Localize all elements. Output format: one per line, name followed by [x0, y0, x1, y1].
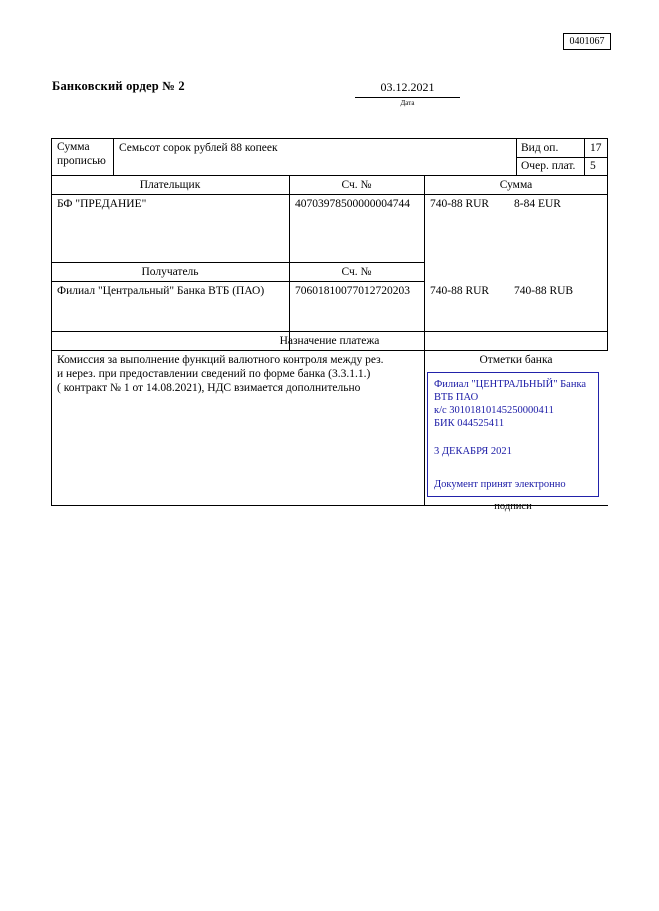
table-line-optype-left — [516, 138, 517, 175]
payment-priority-label: Очер. плат. — [521, 160, 576, 172]
bank-marks-label: Отметки банка — [479, 354, 553, 366]
table-line-right — [607, 138, 608, 350]
payer-amount-eur: 8-84 EUR — [514, 198, 561, 210]
payment-priority-value: 5 — [590, 160, 596, 172]
table-line-payee-block-bottom — [51, 331, 608, 332]
stamp-date: 3 ДЕКАБРЯ 2021 — [434, 446, 512, 457]
payee-account-column-label: Сч. № — [341, 266, 372, 278]
payee-account-number: 70601810077012720203 — [295, 285, 410, 297]
payee-amount-rub: 740-88 RUB — [514, 285, 574, 297]
purpose-line-3: ( контракт № 1 от 14.08.2021), НДС взимается дополнительно — [57, 382, 361, 394]
bank-stamp — [427, 372, 599, 497]
table-line-payee-header-bottom — [51, 281, 424, 282]
stamp-line-1: Филиал "ЦЕНТРАЛЬНЫЙ" Банка — [434, 379, 587, 390]
page-title: Банковский ордер № 2 — [52, 79, 185, 93]
purpose-line-1: Комиссия за выполнение функций валютного контроля между рез. — [57, 354, 384, 366]
amount-column-label: Сумма — [499, 179, 533, 191]
form-code-box: 0401067 — [563, 33, 611, 50]
amount-in-words-label-line2: прописью — [57, 155, 106, 167]
table-line-optype-value — [584, 138, 585, 175]
table-line-amount-left — [424, 175, 425, 350]
date-underline — [355, 97, 460, 98]
amount-in-words-label-line1: Сумма — [57, 141, 90, 153]
table-line-account-left — [289, 175, 290, 350]
payee-column-label: Получатель — [141, 266, 199, 278]
stamp-correspondent-account: к/с 30101810145250000411 — [434, 405, 554, 416]
amount-in-words-value: Семьсот сорок рублей 88 копеек — [119, 142, 278, 154]
table-line-purpose-header-bottom — [51, 350, 608, 351]
stamp-line-2: ВТБ ПАО — [434, 392, 479, 403]
purpose-column-label: Назначение платежа — [279, 335, 380, 347]
document-date-value: 03.12.2021 — [380, 80, 435, 94]
payer-name: БФ "ПРЕДАНИЕ" — [57, 198, 147, 210]
operation-type-label: Вид оп. — [521, 142, 559, 154]
payer-amount-rur: 740-88 RUR — [430, 198, 490, 210]
table-line-optype-bottom — [516, 157, 608, 158]
table-line-payer-header-bottom — [51, 194, 608, 195]
table-line-amountwords-label — [113, 138, 114, 175]
date-caption: Дата — [400, 99, 415, 107]
table-line-top — [51, 138, 608, 139]
payer-account-number: 40703978500000004744 — [295, 198, 410, 210]
stamp-accepted-note: Документ принят электронно — [434, 479, 566, 490]
operation-type-value: 17 — [590, 142, 602, 154]
payer-column-label: Плательщик — [139, 179, 201, 191]
payee-amount-rur: 740-88 RUR — [430, 285, 490, 297]
table-line-marks-left — [424, 350, 425, 505]
table-line-amountwords-bottom — [51, 175, 608, 176]
payee-name: Филиал "Центральный" Банка ВТБ (ПАО) — [57, 285, 265, 297]
stamp-bik: БИК 044525411 — [434, 418, 505, 429]
table-line-left — [51, 138, 52, 505]
purpose-line-2: и нерез. при предоставлении сведений по форме банка (3.3.1.1.) — [57, 368, 371, 380]
payer-account-column-label: Сч. № — [341, 179, 372, 191]
signatures-caption: подписи — [494, 501, 532, 512]
table-line-payer-block-bottom — [51, 262, 424, 263]
